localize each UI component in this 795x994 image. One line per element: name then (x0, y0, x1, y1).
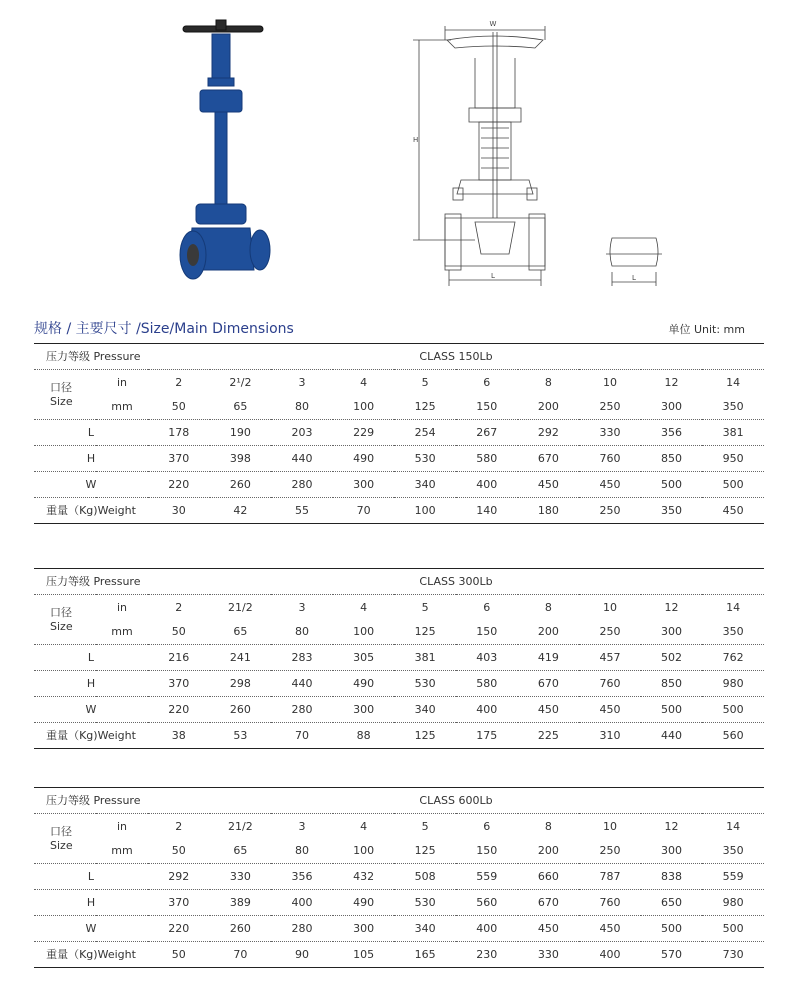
in-value: 2 (175, 819, 183, 833)
in-value: 3 (298, 600, 306, 614)
dim-l-label: L (87, 651, 95, 665)
mm-value: 250 (599, 625, 621, 639)
dim-w-value: 260 (229, 477, 251, 491)
dim-l-value: 292 (537, 426, 559, 440)
weight-value: 30 (171, 503, 186, 517)
mm-value: 80 (294, 400, 309, 414)
dim-l-value: 432 (353, 870, 375, 884)
size-label-en: Size (50, 394, 73, 408)
weight-value: 730 (722, 947, 744, 961)
dim-l-value: 241 (229, 651, 251, 665)
mm-value: 150 (476, 844, 498, 858)
dim-w-label: W (489, 20, 497, 28)
in-value: 5 (421, 600, 429, 614)
weight-value: 310 (599, 728, 621, 742)
size-label-cn: 口径 (50, 824, 72, 838)
weight-value: 250 (599, 503, 621, 517)
dim-l-value: 762 (722, 651, 744, 665)
dim-h-value: 560 (476, 896, 498, 910)
in-value: 10 (602, 600, 617, 614)
weight-value: 570 (661, 947, 683, 961)
weight-value: 440 (661, 728, 683, 742)
dim-w-row (34, 915, 764, 941)
in-value: 12 (664, 819, 679, 833)
weight-value: 125 (414, 728, 436, 742)
in-value: 6 (483, 819, 491, 833)
weight-value: 55 (294, 503, 309, 517)
mm-value: 250 (599, 844, 621, 858)
weight-value: 88 (356, 728, 371, 742)
size-label (34, 813, 96, 864)
mm-value: 65 (233, 625, 248, 639)
dim-w-value: 500 (661, 921, 683, 935)
dim-w-value: 300 (353, 921, 375, 935)
dim-l-value: 787 (599, 870, 621, 884)
dim-w-value: 340 (414, 702, 436, 716)
mm-value: 200 (537, 625, 559, 639)
dim-w-value: 220 (168, 477, 190, 491)
mm-value: 300 (661, 400, 683, 414)
size-label-cn: 口径 (50, 605, 72, 619)
mm-value: 150 (476, 400, 498, 414)
dim-h-value: 580 (476, 452, 498, 466)
in-value: 8 (544, 819, 552, 833)
dim-l-row (34, 864, 764, 890)
dim-w-value: 280 (291, 921, 313, 935)
in-value: 3 (298, 375, 306, 389)
weight-label: 重量（Kg)Weight (46, 504, 136, 518)
dim-h-value: 670 (537, 896, 559, 910)
mm-value: 300 (661, 844, 683, 858)
dim-l-value: 330 (599, 426, 621, 440)
in-value: 8 (544, 375, 552, 389)
dim-h-value: 760 (599, 896, 621, 910)
in-value: 10 (602, 375, 617, 389)
dim-l-row (34, 420, 764, 446)
mm-value: 200 (537, 844, 559, 858)
in-value: 12 (664, 375, 679, 389)
size-mm-row (34, 395, 764, 420)
dim-h-value: 440 (291, 677, 313, 691)
weight-value: 100 (414, 503, 436, 517)
in-value: 3 (298, 819, 306, 833)
dim-w-value: 500 (661, 702, 683, 716)
dim-h-value: 530 (414, 677, 436, 691)
weight-value: 180 (537, 503, 559, 517)
spec-table-class-150 (34, 343, 764, 524)
dim-h-value: 370 (168, 452, 190, 466)
weight-row (34, 497, 764, 523)
dim-w-value: 220 (168, 921, 190, 935)
dim-h-label: H (86, 677, 96, 691)
weight-value: 70 (356, 503, 371, 517)
dim-h-label: H (86, 896, 96, 910)
weight-label: 重量（Kg)Weight (46, 948, 136, 962)
dim-w-value: 300 (353, 702, 375, 716)
dim-h-row (34, 446, 764, 472)
dim-h-value: 440 (291, 452, 313, 466)
dim-w-value: 220 (168, 702, 190, 716)
class-label: CLASS 150Lb (419, 349, 493, 363)
in-value: 10 (602, 819, 617, 833)
dim-w-value: 400 (476, 477, 498, 491)
mm-label: mm (111, 625, 133, 639)
dim-w-value: 260 (229, 921, 251, 935)
size-label-en: Size (50, 619, 73, 633)
dim-h-value: 530 (414, 896, 436, 910)
dim-l-value: 330 (229, 870, 251, 884)
valve-photo (178, 18, 278, 288)
dim-l-value: 283 (291, 651, 313, 665)
dim-w-value: 300 (353, 477, 375, 491)
dim-l-value: 267 (476, 426, 498, 440)
dim-l-value: 356 (661, 426, 683, 440)
dim-l-value: 216 (168, 651, 190, 665)
dim-w-value: 450 (599, 702, 621, 716)
dim-l-value: 190 (229, 426, 251, 440)
dim-h-label: H (413, 136, 419, 144)
dim-w-value: 400 (476, 702, 498, 716)
dim-h-value: 580 (476, 677, 498, 691)
weight-value: 70 (294, 728, 309, 742)
dim-h-value: 760 (599, 452, 621, 466)
weight-value: 175 (476, 728, 498, 742)
pressure-row (34, 344, 764, 370)
weight-value: 225 (537, 728, 559, 742)
mm-value: 50 (171, 400, 186, 414)
in-label: in (116, 600, 128, 614)
weight-value: 140 (476, 503, 498, 517)
in-value: 12 (664, 600, 679, 614)
dim-l-value: 381 (414, 651, 436, 665)
in-label: in (116, 375, 128, 389)
pressure-label: 压力等级 Pressure (46, 794, 141, 808)
mm-value: 350 (722, 400, 744, 414)
weight-value: 90 (294, 947, 309, 961)
mm-value: 80 (294, 844, 309, 858)
dim-h-value: 850 (661, 452, 683, 466)
spec-table-class-300 (34, 568, 764, 749)
mm-value: 350 (722, 844, 744, 858)
dim-w-value: 450 (537, 921, 559, 935)
size-label-cn: 口径 (50, 380, 72, 394)
in-value: 14 (726, 600, 741, 614)
weight-label: 重量（Kg)Weight (46, 729, 136, 743)
dim-h-row (34, 890, 764, 916)
weight-value: 350 (661, 503, 683, 517)
mm-value: 125 (414, 400, 436, 414)
mm-value: 300 (661, 625, 683, 639)
valve-technical-drawing (405, 18, 565, 290)
weight-value: 38 (171, 728, 186, 742)
mm-value: 80 (294, 625, 309, 639)
pressure-label: 压力等级 Pressure (46, 575, 141, 589)
weight-value: 560 (722, 728, 744, 742)
size-label-en: Size (50, 838, 73, 852)
mm-value: 150 (476, 625, 498, 639)
in-value: 2¹/2 (229, 375, 252, 389)
mm-label: mm (111, 400, 133, 414)
dim-w-value: 500 (722, 921, 744, 935)
dim-w-value: 450 (537, 477, 559, 491)
pressure-label: 压力等级 Pressure (46, 350, 141, 364)
dim-h-value: 530 (414, 452, 436, 466)
weight-row (34, 941, 764, 967)
in-value: 2 (175, 375, 183, 389)
spec-table-class-600 (34, 787, 764, 968)
mm-value: 350 (722, 625, 744, 639)
dim-w-row (34, 696, 764, 722)
dim-l-label: L (491, 272, 495, 280)
mm-value: 100 (353, 625, 375, 639)
mm-value: 50 (171, 844, 186, 858)
dim-w-row (34, 471, 764, 497)
dim-w-value: 280 (291, 477, 313, 491)
dim-w-value: 340 (414, 477, 436, 491)
weight-value: 105 (353, 947, 375, 961)
dim-w-value: 500 (722, 702, 744, 716)
dim-h-value: 980 (722, 896, 744, 910)
in-value: 5 (421, 819, 429, 833)
dim-l-value: 403 (476, 651, 498, 665)
dim-w-value: 280 (291, 702, 313, 716)
dim-h-label: H (86, 452, 96, 466)
dim-l-value: 178 (168, 426, 190, 440)
pressure-row (34, 788, 764, 814)
dim-h-value: 950 (722, 452, 744, 466)
dim-w-value: 500 (661, 477, 683, 491)
weight-value: 230 (476, 947, 498, 961)
dim-h-value: 398 (229, 452, 251, 466)
dim-h-value: 670 (537, 677, 559, 691)
dim-h-value: 670 (537, 452, 559, 466)
dim-l-value: 305 (353, 651, 375, 665)
dim-l-value: 381 (722, 426, 744, 440)
dim-l-value: 660 (537, 870, 559, 884)
in-value: 2 (175, 600, 183, 614)
weight-value: 70 (233, 947, 248, 961)
size-mm-row (34, 620, 764, 645)
dim-h-value: 389 (229, 896, 251, 910)
side-l-label: L (632, 274, 636, 282)
section-heading: 规格 / 主要尺寸 /Size/Main Dimensions (34, 321, 294, 337)
dim-l-value: 559 (476, 870, 498, 884)
weight-value: 330 (537, 947, 559, 961)
in-value: 4 (360, 819, 368, 833)
dim-l-value: 254 (414, 426, 436, 440)
weight-value: 165 (414, 947, 436, 961)
in-label: in (116, 819, 128, 833)
dim-h-value: 490 (353, 677, 375, 691)
mm-value: 50 (171, 625, 186, 639)
dim-w-value: 340 (414, 921, 436, 935)
dim-h-value: 370 (168, 677, 190, 691)
dim-h-value: 980 (722, 677, 744, 691)
dim-l-value: 559 (722, 870, 744, 884)
weight-value: 50 (171, 947, 186, 961)
dim-h-value: 490 (353, 452, 375, 466)
in-value: 14 (726, 819, 741, 833)
dim-l-value: 419 (537, 651, 559, 665)
dim-l-value: 229 (353, 426, 375, 440)
in-value: 6 (483, 375, 491, 389)
valve-side-view-drawing (600, 232, 668, 292)
in-value: 4 (360, 600, 368, 614)
dim-w-label: W (85, 702, 97, 716)
dim-w-value: 500 (722, 477, 744, 491)
weight-value: 42 (233, 503, 248, 517)
dim-l-label: L (87, 870, 95, 884)
dim-h-row (34, 671, 764, 697)
dim-l-label: L (87, 426, 95, 440)
size-label (34, 594, 96, 645)
in-value: 4 (360, 375, 368, 389)
weight-value: 400 (599, 947, 621, 961)
dim-h-value: 850 (661, 677, 683, 691)
class-label: CLASS 600Lb (419, 793, 493, 807)
dim-w-value: 450 (537, 702, 559, 716)
dim-w-value: 260 (229, 702, 251, 716)
in-value: 5 (421, 375, 429, 389)
mm-value: 65 (233, 844, 248, 858)
dim-l-row (34, 645, 764, 671)
dim-l-value: 838 (661, 870, 683, 884)
in-value: 21/2 (228, 600, 253, 614)
weight-value: 450 (722, 503, 744, 517)
dim-h-value: 400 (291, 896, 313, 910)
weight-value: 53 (233, 728, 248, 742)
size-label (34, 369, 96, 420)
dim-l-value: 502 (661, 651, 683, 665)
dim-h-value: 490 (353, 896, 375, 910)
dim-h-value: 298 (229, 677, 251, 691)
dim-l-value: 356 (291, 870, 313, 884)
mm-value: 100 (353, 400, 375, 414)
dim-l-value: 508 (414, 870, 436, 884)
size-mm-row (34, 839, 764, 864)
dim-w-label: W (85, 477, 97, 491)
weight-row (34, 722, 764, 748)
dim-w-label: W (85, 921, 97, 935)
mm-value: 65 (233, 400, 248, 414)
size-in-row (34, 594, 764, 619)
dim-l-value: 292 (168, 870, 190, 884)
in-value: 6 (483, 600, 491, 614)
dim-h-value: 370 (168, 896, 190, 910)
mm-value: 100 (353, 844, 375, 858)
dim-h-value: 760 (599, 677, 621, 691)
unit-label: 单位 Unit: mm (668, 323, 745, 336)
in-value: 14 (726, 375, 741, 389)
in-value: 21/2 (228, 819, 253, 833)
dim-l-value: 457 (599, 651, 621, 665)
mm-value: 200 (537, 400, 559, 414)
dim-w-value: 400 (476, 921, 498, 935)
dim-w-value: 450 (599, 477, 621, 491)
mm-value: 125 (414, 625, 436, 639)
pressure-row (34, 569, 764, 595)
mm-value: 250 (599, 400, 621, 414)
size-in-row (34, 369, 764, 394)
dim-h-value: 650 (661, 896, 683, 910)
size-in-row (34, 813, 764, 838)
mm-value: 125 (414, 844, 436, 858)
dim-w-value: 450 (599, 921, 621, 935)
in-value: 8 (544, 600, 552, 614)
mm-label: mm (111, 844, 133, 858)
dim-l-value: 203 (291, 426, 313, 440)
class-label: CLASS 300Lb (419, 574, 493, 588)
